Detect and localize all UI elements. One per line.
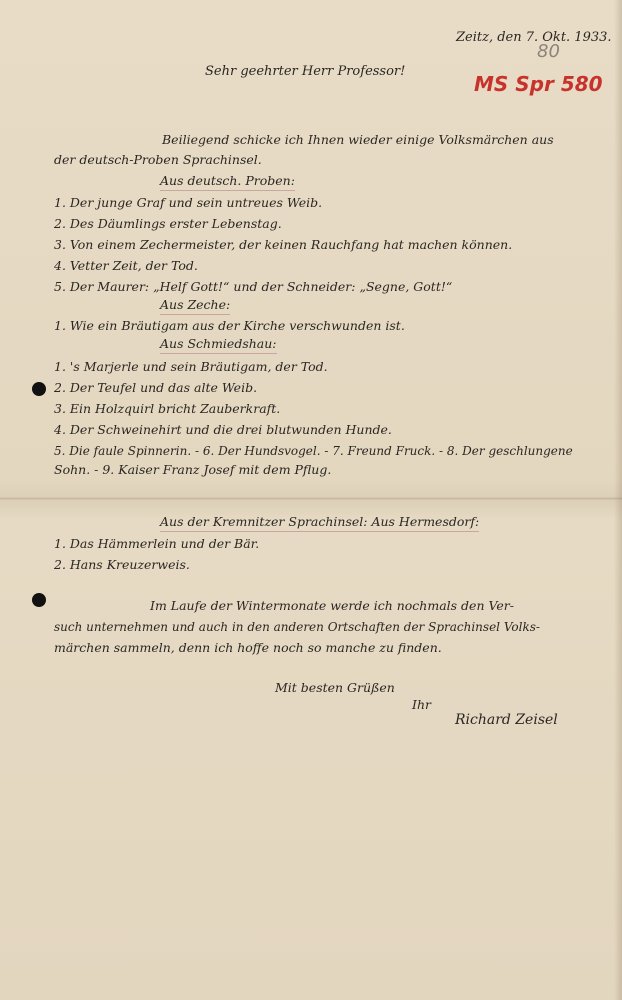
closing-line-1: Im Laufe der Wintermonate werde ich nochmals den Ver- xyxy=(150,598,514,613)
section-4-item: 2. Hans Kreuzerweis. xyxy=(54,557,190,572)
section-1-item: 2. Des Däumlings erster Lebenstag. xyxy=(54,216,282,231)
section-2-heading: Aus Zeche: xyxy=(160,297,230,315)
section-3-item: 5. Die faule Spinnerin. - 6. Der Hundsvogel. - 7. Freund Fruck. - 8. Der geschlungene xyxy=(54,444,573,458)
section-1-item: 4. Vetter Zeit, der Tod. xyxy=(54,258,198,273)
section-4-heading: Aus der Kremnitzer Sprachinsel: Aus Hermesdorf: xyxy=(160,514,479,532)
section-1-item: 3. Von einem Zechermeister, der keinen Rauchfang hat machen können. xyxy=(54,237,513,252)
yours: Ihr xyxy=(412,697,431,712)
pencil-number: 80 xyxy=(537,41,560,62)
salutation: Sehr geehrter Herr Professor! xyxy=(205,64,406,79)
section-4-item: 1. Das Hämmerlein und der Bär. xyxy=(54,536,260,551)
section-1-heading: Aus deutsch. Proben: xyxy=(160,173,295,191)
section-2-item: 1. Wie ein Bräutigam aus der Kirche verschwunden ist. xyxy=(54,318,405,333)
paper-edge xyxy=(614,0,622,1000)
section-3-item: Sohn. - 9. Kaiser Franz Josef mit dem Pflug. xyxy=(54,462,332,477)
section-3-item: 2. Der Teufel und das alte Weib. xyxy=(54,380,258,395)
paper-fold xyxy=(0,497,622,500)
dateline: Zeitz, den 7. Okt. 1933. xyxy=(456,30,612,45)
closing-line-2: such unternehmen und auch in den anderen Ortschaften der Sprachinsel Volks- xyxy=(54,620,540,634)
closing-line-3: märchen sammeln, denn ich hoffe noch so manche zu finden. xyxy=(54,640,442,655)
intro-line-2: der deutsch-Proben Sprachinsel. xyxy=(54,152,262,167)
section-3-heading: Aus Schmiedshau: xyxy=(160,336,277,354)
greeting: Mit besten Grüßen xyxy=(275,680,395,695)
section-3-item: 1. 's Marjerle und sein Bräutigam, der Tod. xyxy=(54,359,328,374)
intro-line-1: Beiliegend schicke ich Ihnen wieder einige Volksmärchen aus xyxy=(162,132,554,147)
archive-mark: MS Spr 580 xyxy=(474,72,603,96)
section-1-item: 5. Der Maurer: „Helf Gott!“ und der Schneider: „Segne, Gott!“ xyxy=(54,279,453,294)
punch-hole-top xyxy=(32,382,46,396)
section-3-item: 4. Der Schweinehirt und die drei blutwunden Hunde. xyxy=(54,422,392,437)
section-3-item: 3. Ein Holzquirl bricht Zauberkraft. xyxy=(54,401,281,416)
punch-hole-bottom xyxy=(32,593,46,607)
signature: Richard Zeisel xyxy=(455,712,558,728)
section-1-item: 1. Der junge Graf und sein untreues Weib. xyxy=(54,195,323,210)
